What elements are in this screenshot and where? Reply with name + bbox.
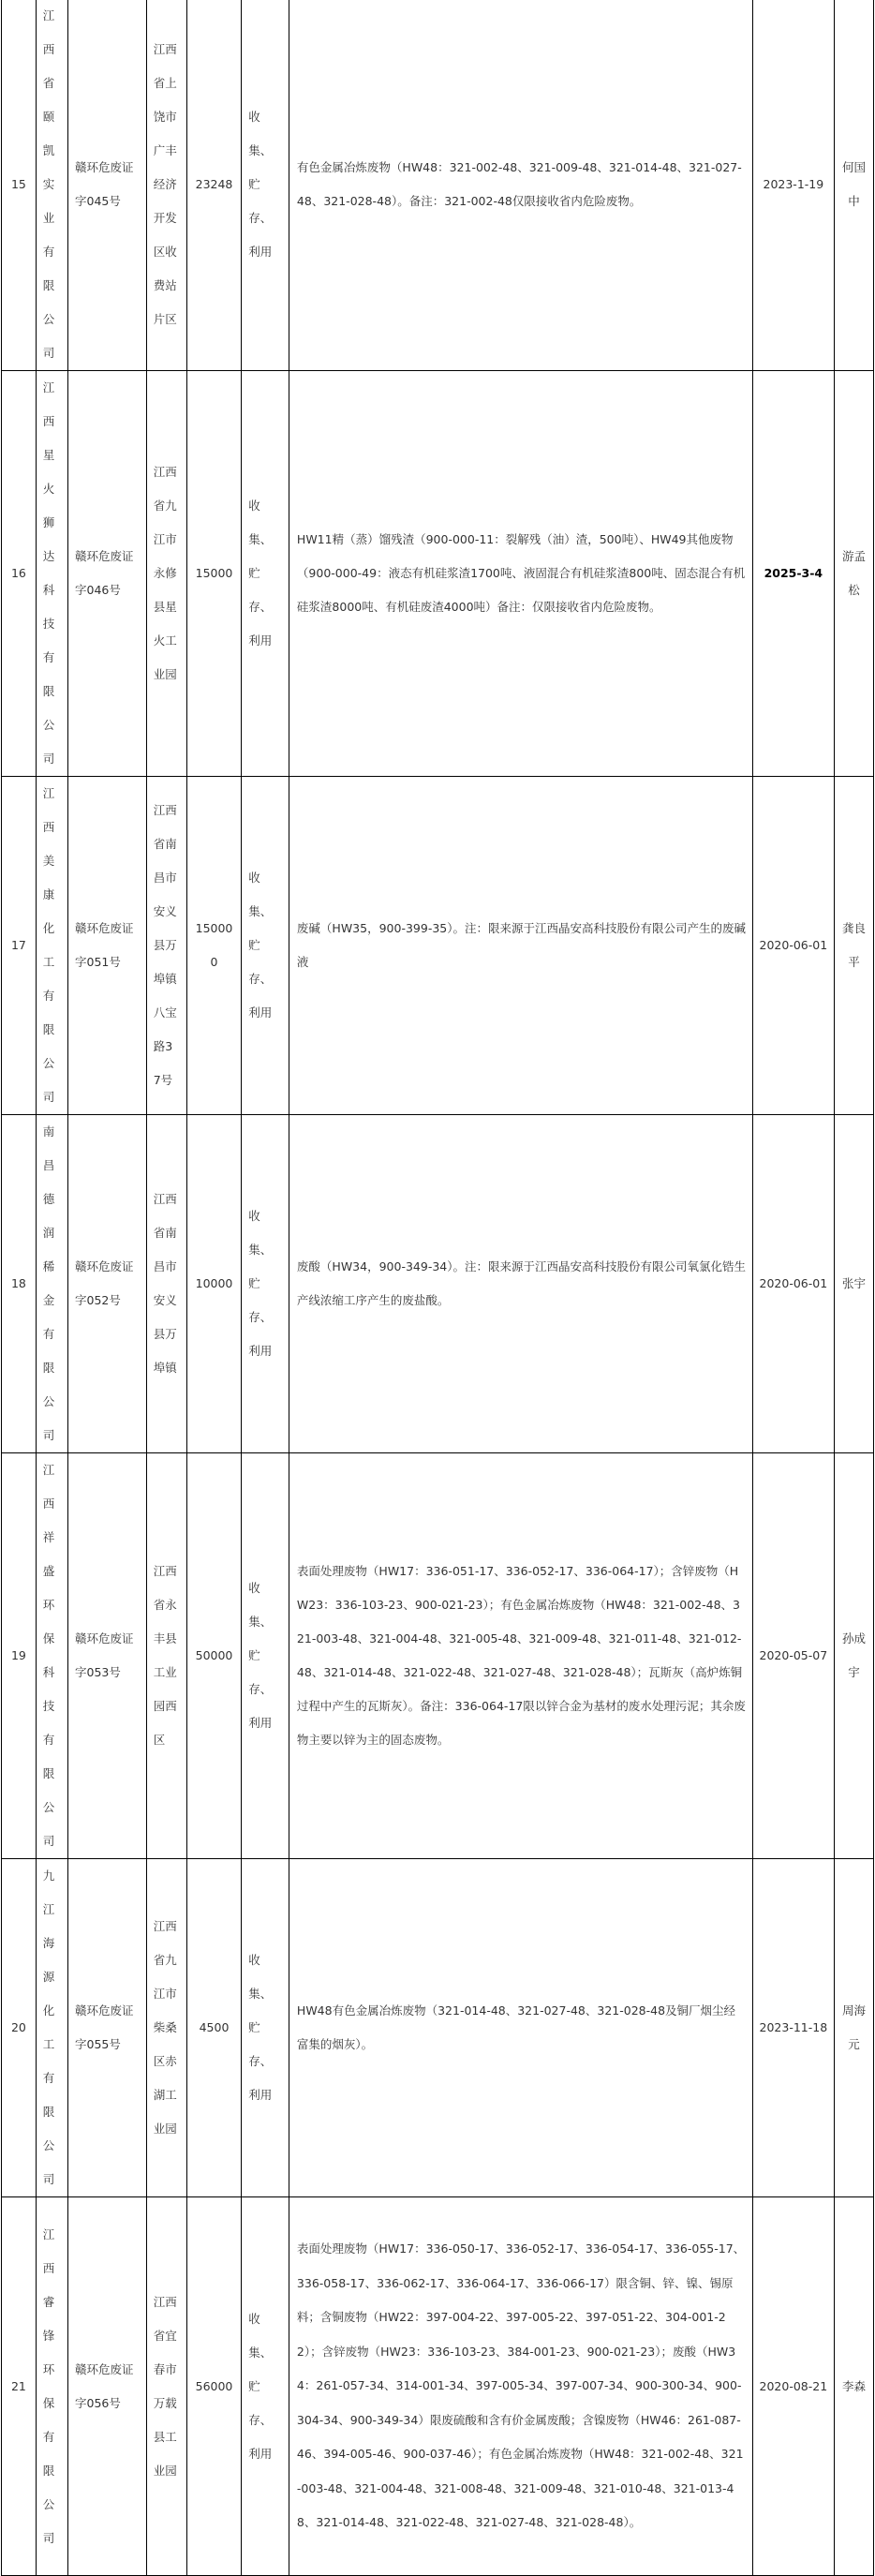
- license-number: 赣环危废证字046号: [68, 371, 147, 777]
- company-address: 江西省上饶市广丰经济开发区收费站片区: [146, 0, 186, 371]
- company-address: 江西省九江市柴桑区赤湖工业园: [146, 1859, 186, 2197]
- capacity-value: 50000: [186, 1453, 241, 1859]
- company-name: 江西睿锋环保有限公司: [36, 2197, 67, 2576]
- hazardous-waste-license-table: [1, 0, 874, 2576]
- table-row: [2, 1115, 874, 1453]
- table-row: [2, 1859, 874, 2197]
- waste-scope: 表面处理废物（HW17：336-050-17、336-052-17、336-054-17、336-055-17、336-058-17、336-062-17、336-064-17、336-066-17）限含铜、锌、镍、锡原料；含铜废物（HW22：397-004-22、397-005-22、397-051-22、304-001-22）；含锌废物（HW23：336-103-23、384-001-23、900-021-23）；废酸（HW34：261-057-34、314-001-34、397-005-34、397-007-34、900-300-34、900-304-34、900-349-34）限废硫酸和含有价金属废酸；含镍废物（HW46：261-087-46、394-005-46、900-037-46）；有色金属冶炼废物（HW48：321-002-48、321-003-48、321-004-48、321-008-48、321-009-48、321-010-48、321-013-48、321-014-48、321-022-48、321-027-48、321-028-48）。: [289, 2197, 752, 2576]
- company-name: 江西祥盛环保科技有限公司: [36, 1453, 67, 1859]
- operation-method: 收集、贮存、利用: [242, 777, 289, 1115]
- company-address: 江西省九江市永修县星火工业园: [146, 371, 186, 777]
- issue-date: 2020-06-01: [752, 777, 835, 1115]
- contact-person: 龚良平: [835, 777, 874, 1115]
- contact-person: 周海元: [835, 1859, 874, 2197]
- company-name: 江西美康化工有限公司: [36, 777, 67, 1115]
- capacity-value: 10000: [186, 1115, 241, 1453]
- company-name: 九江海源化工有限公司: [36, 1859, 67, 2197]
- waste-scope: HW11精（蒸）馏残渣（900-000-11：裂解残（油）渣，500吨）、HW49其他废物（900-000-49：液态有机硅浆渣1700吨、液固混合有机硅浆渣800吨、固态混合有机硅浆渣8000吨、有机硅废渣4000吨）备注：仅限接收省内危险废物。: [289, 371, 752, 777]
- capacity-value: 23248: [186, 0, 241, 371]
- capacity-value: 15000: [186, 371, 241, 777]
- contact-person: 何国中: [835, 0, 874, 371]
- issue-date: 2023-11-18: [752, 1859, 835, 2197]
- operation-method: 收集、贮存、利用: [242, 2197, 289, 2576]
- issue-date: 2023-1-19: [752, 0, 835, 371]
- issue-date: 2020-06-01: [752, 1115, 835, 1453]
- table-row: [2, 371, 874, 777]
- issue-date: 2020-05-07: [752, 1453, 835, 1859]
- operation-method: 收集、贮存、利用: [242, 1859, 289, 2197]
- row-number: 16: [2, 371, 37, 777]
- issue-date: 2025-3-4: [752, 371, 835, 777]
- row-number: 21: [2, 2197, 37, 2576]
- company-address: 江西省南昌市安义县万埠镇八宝路37号: [146, 777, 186, 1115]
- waste-scope: 表面处理废物（HW17：336-051-17、336-052-17、336-064-17）；含锌废物（HW23：336-103-23、900-021-23）；有色金属冶炼废物（HW48：321-002-48、321-003-48、321-004-48、321-005-48、321-009-48、321-011-48、321-012-48、321-014-48、321-022-48、321-027-48、321-028-48）；瓦斯灰（高炉炼铜过程中产生的瓦斯灰）。备注：336-064-17限以锌合金为基材的废水处理污泥；其余废物主要以锌为主的固态废物。: [289, 1453, 752, 1859]
- contact-person: 孙成宇: [835, 1453, 874, 1859]
- license-number: 赣环危废证字053号: [68, 1453, 147, 1859]
- waste-scope: HW48有色金属冶炼废物（321-014-48、321-027-48、321-028-48及铜厂烟尘经富集的烟灰）。: [289, 1859, 752, 2197]
- capacity-value: 4500: [186, 1859, 241, 2197]
- license-number: 赣环危废证字056号: [68, 2197, 147, 2576]
- company-address: 江西省宜春市万载县工业园: [146, 2197, 186, 2576]
- company-name: 南昌德润稀金有限公司: [36, 1115, 67, 1453]
- issue-date: 2020-08-21: [752, 2197, 835, 2576]
- contact-person: 张宇: [835, 1115, 874, 1453]
- row-number: 18: [2, 1115, 37, 1453]
- row-number: 19: [2, 1453, 37, 1859]
- company-address: 江西省永丰县工业园西区: [146, 1453, 186, 1859]
- row-number: 17: [2, 777, 37, 1115]
- license-number: 赣环危废证字051号: [68, 777, 147, 1115]
- table-row: [2, 0, 874, 371]
- company-name: 江西省颐凯实业有限公司: [36, 0, 67, 371]
- waste-scope: 废酸（HW34，900-349-34）。注：限来源于江西晶安高科技股份有限公司氧氯化锆生产线浓缩工序产生的废盐酸。: [289, 1115, 752, 1453]
- row-number: 20: [2, 1859, 37, 2197]
- company-address: 江西省南昌市安义县万埠镇: [146, 1115, 186, 1453]
- table-row: [2, 2197, 874, 2576]
- license-number: 赣环危废证字052号: [68, 1115, 147, 1453]
- row-number: 15: [2, 0, 37, 371]
- waste-scope: 有色金属冶炼废物（HW48：321-002-48、321-009-48、321-014-48、321-027-48、321-028-48）。备注：321-002-48仅限接收省内危险废物。: [289, 0, 752, 371]
- operation-method: 收集、贮存、利用: [242, 0, 289, 371]
- company-name: 江西星火狮达科技有限公司: [36, 371, 67, 777]
- table-row: [2, 1453, 874, 1859]
- operation-method: 收集、贮存、利用: [242, 371, 289, 777]
- capacity-value: 150000: [186, 777, 241, 1115]
- contact-person: 李森: [835, 2197, 874, 2576]
- waste-scope: 废碱（HW35，900-399-35）。注：限来源于江西晶安高科技股份有限公司产生的废碱液: [289, 777, 752, 1115]
- license-number: 赣环危废证字055号: [68, 1859, 147, 2197]
- license-number: 赣环危废证字045号: [68, 0, 147, 371]
- operation-method: 收集、贮存、利用: [242, 1115, 289, 1453]
- table-row: [2, 777, 874, 1115]
- contact-person: 游孟松: [835, 371, 874, 777]
- operation-method: 收集、贮存、利用: [242, 1453, 289, 1859]
- capacity-value: 56000: [186, 2197, 241, 2576]
